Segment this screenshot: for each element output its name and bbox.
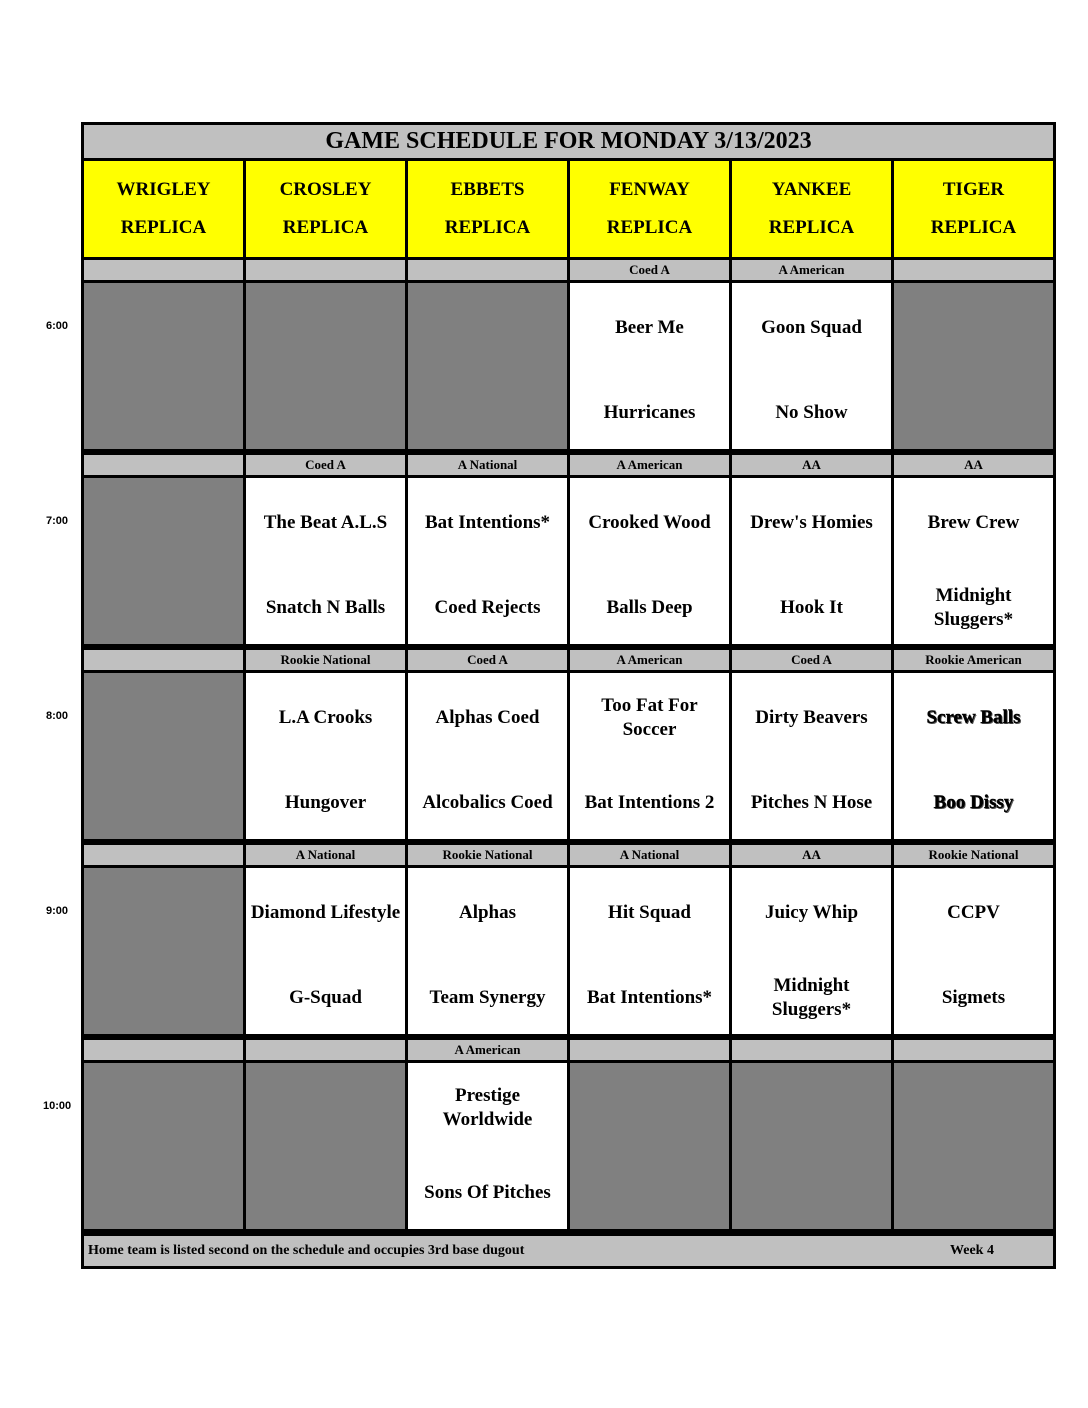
home-team: G-Squad (289, 987, 362, 1008)
venue-name: FENWAY (609, 179, 690, 200)
game-cell (732, 283, 891, 449)
division-label (408, 260, 567, 280)
away-team: Alphas Coed (435, 707, 540, 728)
empty-slot (570, 1063, 729, 1229)
empty-slot (84, 868, 243, 1034)
venue-name: EBBETS (450, 179, 525, 200)
time-label: 8:00 (46, 710, 69, 722)
home-team: Team Synergy (429, 987, 546, 1008)
empty-slot (84, 673, 243, 839)
division-label: A National (408, 455, 567, 475)
division-label: Rookie National (408, 845, 567, 865)
away-team: Hit Squad (608, 902, 691, 923)
away-team: Goon Squad (761, 317, 862, 338)
home-team: Sigmets (941, 987, 1006, 1008)
division-label: AA (732, 455, 891, 475)
game-cell (570, 673, 729, 839)
footer-note: Home team is listed second on the schedule and occupies 3rd base dugout (88, 1243, 525, 1258)
away-team: Bat Intentions* (424, 512, 551, 533)
venue-header-fenway (570, 161, 729, 257)
away-team: Crooked Wood (588, 512, 711, 533)
division-label (894, 260, 1053, 280)
away-team: Screw Balls (926, 707, 1021, 728)
home-team: Alcobalics Coed (422, 792, 553, 813)
division-label (246, 260, 405, 280)
home-team: Bat Intentions* (586, 987, 713, 1008)
venue-subtitle: REPLICA (120, 217, 207, 238)
game-cell (246, 673, 405, 839)
game-cell (570, 478, 729, 644)
home-team: Snatch N Balls (265, 597, 386, 618)
game-cell (894, 868, 1053, 1034)
venue-name: CROSLEY (279, 179, 372, 200)
division-label (570, 1040, 729, 1060)
division-label (84, 1040, 243, 1060)
away-team: Alphas (458, 902, 517, 923)
venue-name: TIGER (942, 179, 1005, 200)
time-label: 10:00 (43, 1100, 72, 1112)
division-label (84, 845, 243, 865)
game-cell (732, 673, 891, 839)
home-team: Sons Of Pitches (424, 1182, 551, 1203)
away-team: L.A Crooks (278, 707, 373, 728)
week-label: Week 4 (950, 1243, 994, 1258)
schedule-table (81, 122, 1056, 1269)
division-label (84, 260, 243, 280)
venue-subtitle: REPLICA (282, 217, 369, 238)
away-team: Drew's Homies (750, 512, 873, 533)
division-label (732, 1040, 891, 1060)
away-team: Beer Me (615, 317, 684, 338)
game-cell (570, 283, 729, 449)
game-cell (246, 868, 405, 1034)
empty-slot (732, 1063, 891, 1229)
away-team: Dirty Beavers (755, 707, 868, 728)
division-label: Coed A (732, 650, 891, 670)
time-label: 6:00 (46, 320, 69, 332)
time-label: 9:00 (46, 905, 69, 917)
division-label: AA (732, 845, 891, 865)
away-team: CCPV (947, 902, 1000, 923)
division-label: Coed A (408, 650, 567, 670)
division-label: A American (732, 260, 891, 280)
division-label: Rookie National (246, 650, 405, 670)
home-team: Boo Dissy (933, 792, 1014, 813)
away-team: Prestige Worldwide (442, 1085, 533, 1130)
empty-slot (246, 1063, 405, 1229)
home-team: No Show (775, 402, 848, 423)
empty-slot (408, 283, 567, 449)
division-label: A American (570, 455, 729, 475)
venue-subtitle: REPLICA (444, 217, 531, 238)
empty-slot (894, 283, 1053, 449)
game-cell (570, 868, 729, 1034)
empty-slot (84, 478, 243, 644)
division-label: A American (570, 650, 729, 670)
game-cell (732, 478, 891, 644)
home-team: Hungover (284, 792, 367, 813)
away-team: The Beat A.L.S (263, 512, 388, 533)
division-label: Rookie American (894, 650, 1053, 670)
venue-subtitle: REPLICA (930, 217, 1017, 238)
venue-header-crosley (246, 161, 405, 257)
home-team: Pitches N Hose (750, 792, 873, 813)
division-label: AA (894, 455, 1053, 475)
game-cell (732, 868, 891, 1034)
empty-slot (894, 1063, 1053, 1229)
game-cell (408, 868, 567, 1034)
empty-slot (246, 283, 405, 449)
venue-subtitle: REPLICA (606, 217, 693, 238)
game-cell (894, 478, 1053, 644)
empty-slot (84, 1063, 243, 1229)
venue-header-tiger (894, 161, 1053, 257)
division-label: Coed A (246, 455, 405, 475)
division-label: A National (570, 845, 729, 865)
division-label (84, 650, 243, 670)
home-team: Hurricanes (603, 402, 696, 423)
empty-slot (84, 283, 243, 449)
division-label: Coed A (570, 260, 729, 280)
game-cell (408, 1063, 567, 1229)
venue-header-ebbets (408, 161, 567, 257)
home-team: Midnight Sluggers* (771, 975, 852, 1020)
division-label (246, 1040, 405, 1060)
division-label: Rookie National (894, 845, 1053, 865)
game-cell (408, 673, 567, 839)
away-team: Juicy Whip (764, 902, 859, 923)
home-team: Bat Intentions 2 (584, 792, 715, 813)
schedule-title: GAME SCHEDULE FOR MONDAY 3/13/2023 (84, 125, 1053, 158)
schedule-footer (84, 1236, 1053, 1266)
away-team: Too Fat For Soccer (601, 695, 698, 740)
division-label: A National (246, 845, 405, 865)
venue-header-yankee (732, 161, 891, 257)
division-label (894, 1040, 1053, 1060)
time-label: 7:00 (46, 515, 69, 527)
venue-name: WRIGLEY (116, 179, 211, 200)
venue-subtitle: REPLICA (768, 217, 855, 238)
division-label: A American (408, 1040, 567, 1060)
home-team: Midnight Sluggers* (933, 585, 1014, 630)
home-team: Coed Rejects (434, 597, 541, 618)
home-team: Hook It (780, 597, 843, 618)
game-cell (894, 673, 1053, 839)
division-label (84, 455, 243, 475)
game-cell (246, 478, 405, 644)
away-team: Diamond Lifestyle (250, 902, 401, 923)
home-team: Balls Deep (606, 597, 693, 618)
away-team: Brew Crew (927, 512, 1020, 533)
venue-header-wrigley (84, 161, 243, 257)
game-cell (408, 478, 567, 644)
venue-name: YANKEE (771, 179, 852, 200)
